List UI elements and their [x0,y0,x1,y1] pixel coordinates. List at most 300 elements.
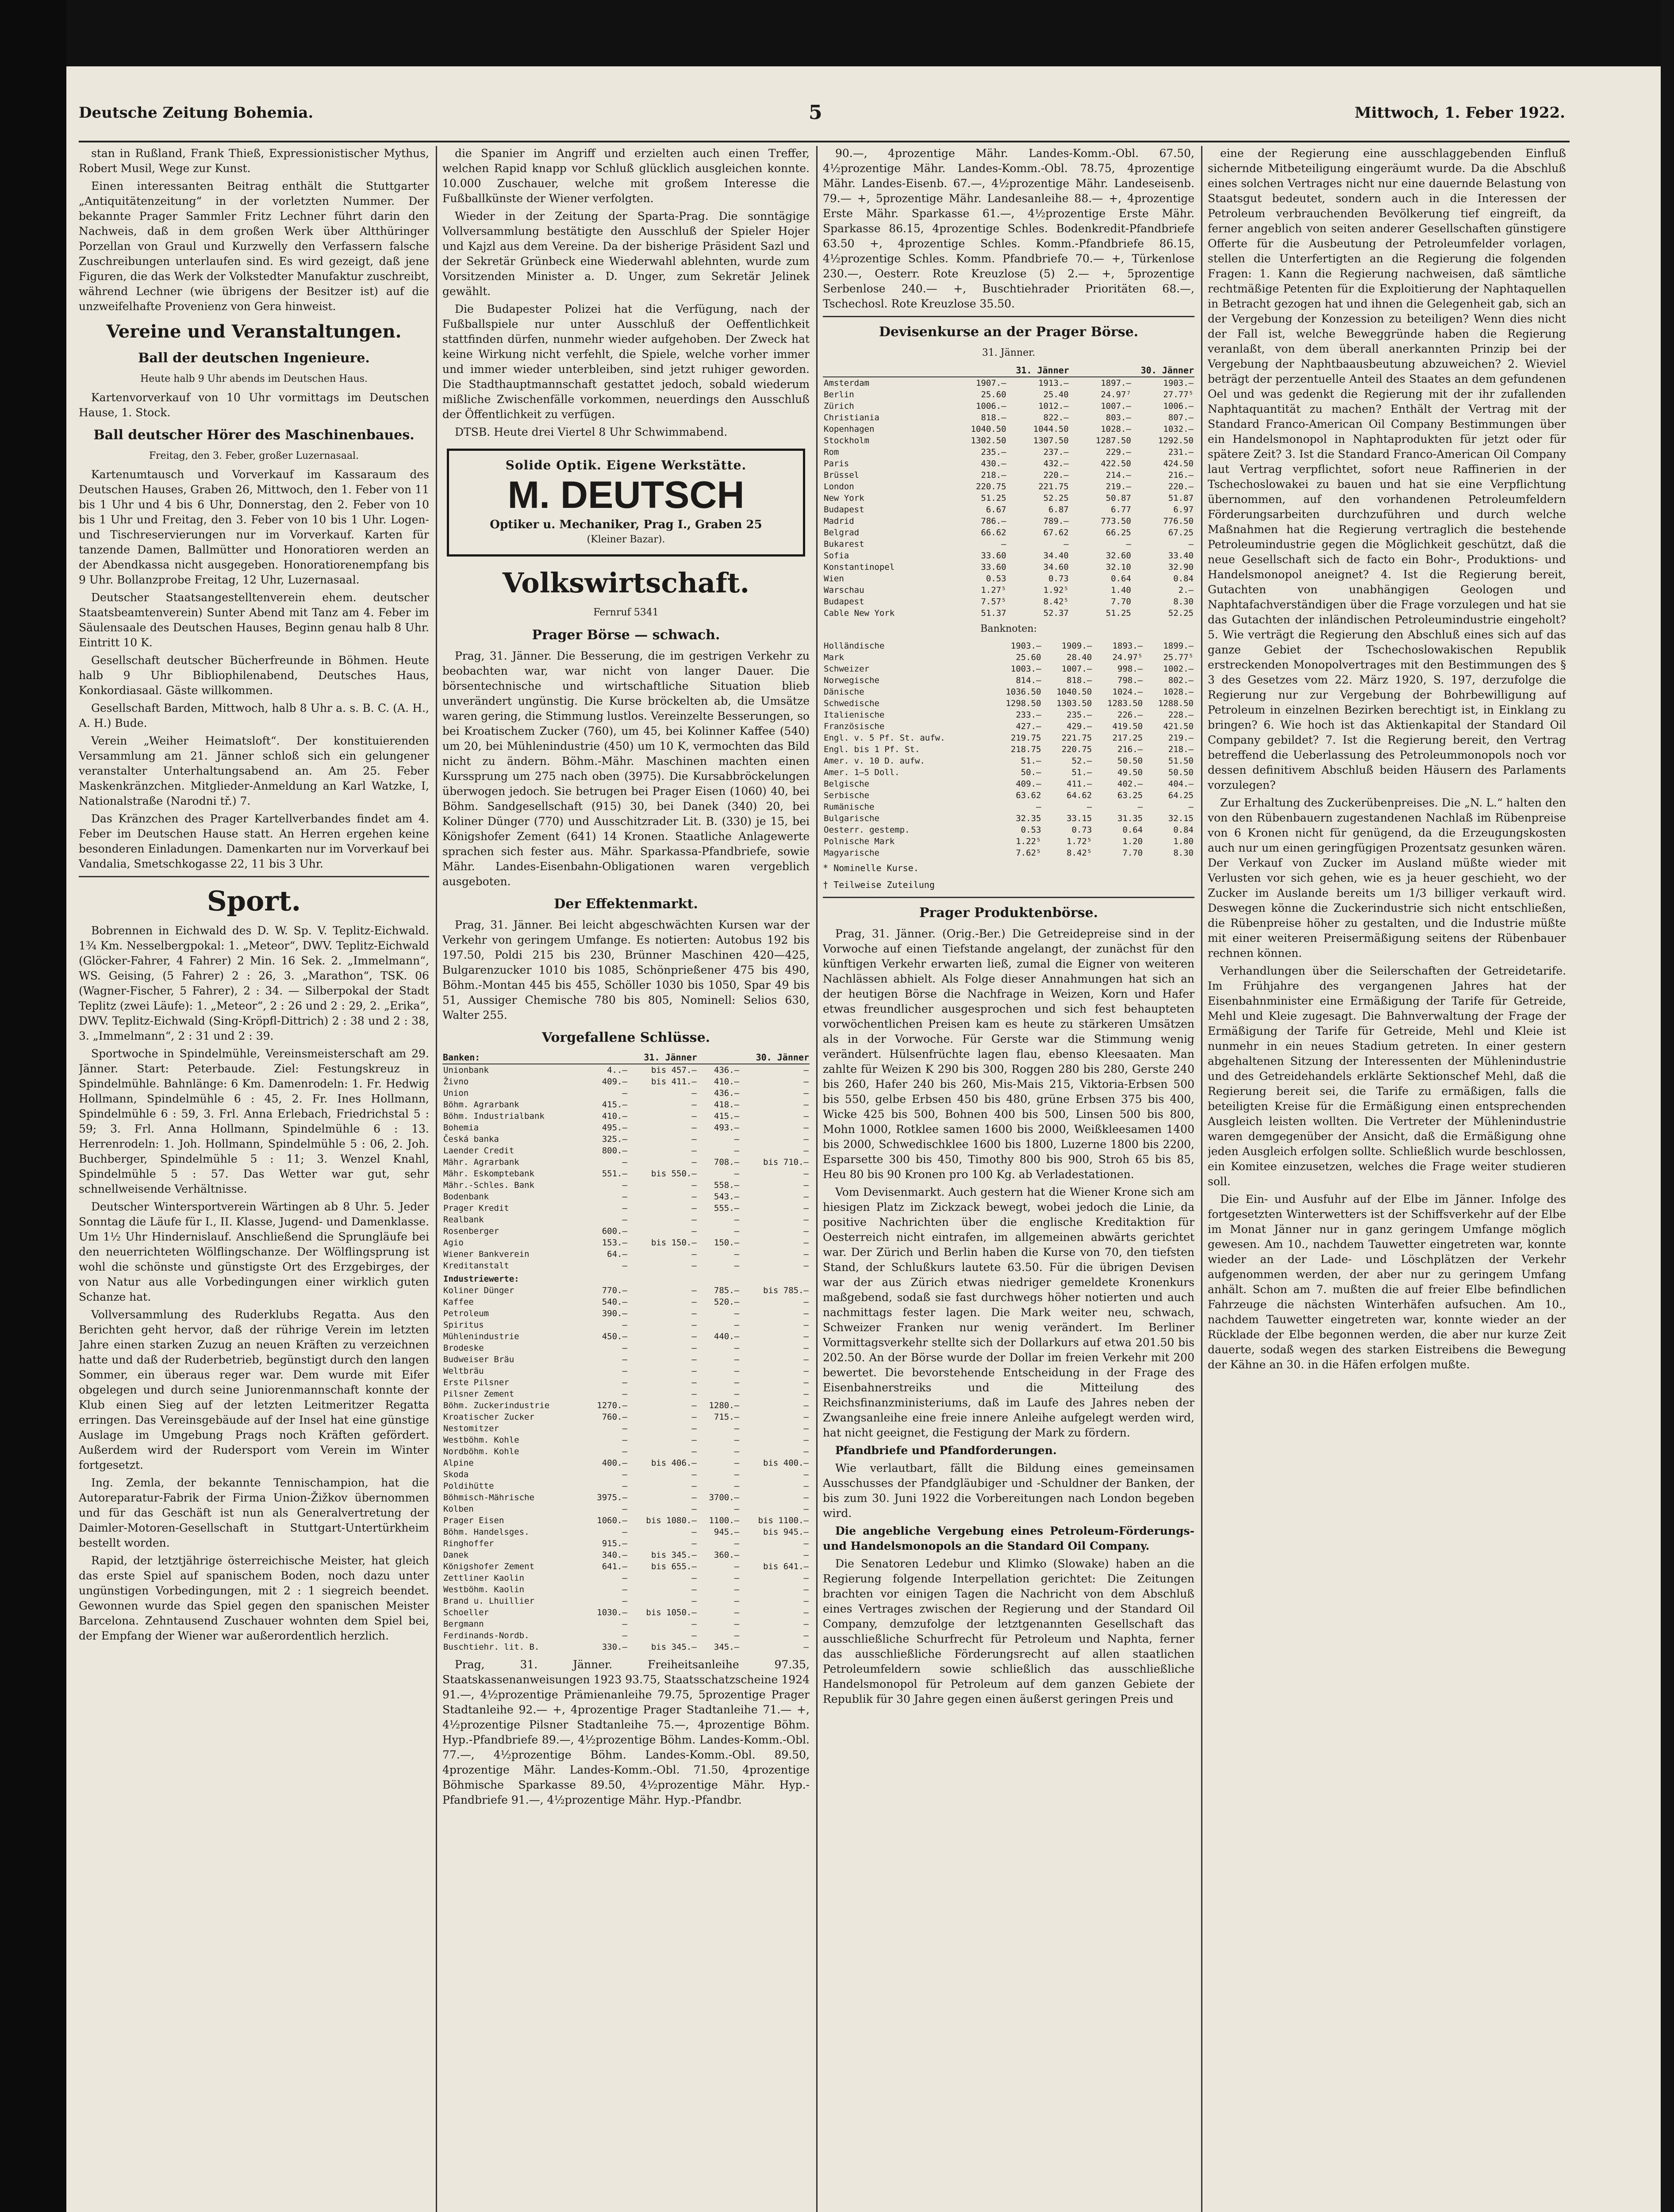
row-label: Westböhm. Kaolin [443,1585,525,1594]
row-label: Böhm. Zuckerindustrie [443,1401,550,1410]
table-cell: — [622,1631,627,1640]
table-cell: — [803,1226,809,1236]
row-label: Budapest [824,597,864,607]
article-heading: Vorgefallene Schlüsse. [541,1030,710,1045]
table-cell: — [803,1447,809,1456]
table-cell: 50.50 [1117,756,1143,766]
article-text: Wie verlautbart, fällt die Bildung eines gemeinsamen Ausschusses der Pfandgläubiger und -Schuldner der Banken, der bis zum 30. Juni 1922 die Vorbereitungen nach London begeben wird. [823,1462,1194,1520]
article-text: Die Ein- und Ausfuhr auf der Elbe im Jänner. Infolge des fortgesetzten Winterwetters ist der Schiffsverkehr auf der Elbe im Monat Jänner nur in ganz geringem Umfange möglich gewesen. Am 10., nachdem Tauwetter eingetreten war, konnte wieder an der Lade- und Löschplätzen der Verkehr aufgenommen werden, der aber nur zu geringem Umfang anhält. Schon am 7. mußten die auf freier Elbe befindlichen Fahrzeuge die nächsten Winterhäfen aufsuchen. Am 10., nachdem Tauwetter eingetreten war, konnte wieder an der Rücklade der Elbe begonnen werden, die aber nur kurze Zeit dauerte, sodaß wegen des starken Eistreibens die Bewegung der Kähne an 30. in die Häfen erfolgen mußte. [1208,1193,1566,1371]
table-cell: — [803,1355,809,1364]
row-label: Agio [443,1238,464,1248]
table-cell: 31.35 [1117,814,1143,823]
table-cell: 228.— [1168,710,1194,720]
table-cell: 25.40 [1043,390,1069,399]
table-cell: — [622,1261,627,1271]
table-cell: 66.62 [981,528,1006,538]
article-text: Zur Erhaltung des Zuckerübenpreises. Die „N. L.“ halten den von den Rübenbauern zugestandenen Nachlaß im Rübenpreise von 6 Kronen nicht für genügend, da die Erzeugungskosten auch nur um einen geringfügigen Prozentsatz gesunken wären. Der Verkauf von Zucker im Ausland müßte wieder mit Verlusten vor sich gehen, wie es ja heuer geschieht, wo der Zucker im Auslande bereits um 1/3 billiger verkauft wird. Deswegen könne die Zuckerindustrie sich nicht entschließen, die Rübenpreise höher zu gestalten, und die Industrie müßte mit einer weiteren Preisermäßigung seitens der Rübenbauer rechnen können. [1208,796,1566,960]
table-cell: — [691,1585,697,1594]
table-row [823,515,1194,527]
stock-table [442,1051,810,1653]
table-cell: 1307.50 [1033,436,1069,445]
table-row [442,1434,810,1446]
table-cell: 51.87 [1168,493,1194,503]
sport-text: Rapid, der letztjährige österreichische Meister, hat gleich das erste Spiel auf spanischem Boden, noch dazu unter ungünstigen Vorbedingungen, mit 2 : 1 siegreich beendet. Gewonnen wurde das Spiel gegen den spanischen Meister Barcelona. Zehntausend Zuschauer wohnten dem Spiel bei, der Empfang der Wiener war außerordentlich herzlich. [79,1554,429,1642]
article-heading: Ball der deutschen Ingenieure. [138,350,370,366]
table-cell: 1903.— [1010,641,1041,651]
row-label: Engl. v. 5 Pf. St. aufw. [824,733,945,743]
table-cell: — [622,1424,627,1433]
table-cell: 1040.50 [971,424,1006,434]
table-row [442,1145,810,1156]
table-cell: — [691,1309,697,1318]
table-cell: 410.— [714,1077,740,1087]
table-cell: 0.53 [1021,825,1041,835]
table-cell: 540.— [602,1297,627,1307]
table-cell: — [691,1343,697,1353]
table-cell: 52.25 [1168,608,1194,618]
sport-text: Sportwoche in Spindelmühle, Vereinsmeisterschaft am 29. Jänner. Start: Peterbaude. Ziel: Festungskreuz in Spindelmühle. Bahnlänge: 6 Km. Damenrodeln: 1. Fr. Hedwig Hollmann, Spindelmühle 6 : 45, 2. Fr. Ines Hollmann, Spindelmühle 6 : 59, 3. Frl. Anna Erlebach, Friedrichstal 5 : 59; 3. Frl. Anna Hollmann, Spindelmühle 6 : 13. Herrenrodeln: 1. Joh. Hollmann, Spindelmühle 5 : 06, 2. Joh. Buchberger, Spindelmühle 5 : 11; 3. Wenzel Knahl, Spindelmühle 5 : 57. Das Wetter war gut, sehr schnellweisende Verhältnisse. [79,1047,429,1195]
table-cell: 429.— [1067,722,1092,731]
row-label: Kreditanstalt [443,1261,509,1271]
article-text: die Spanier im Angriff und erzielten auch einen Treffer, welchen Rapid knapp vor Schluß glücklich ausgleichen konnte. 10.000 Zuschauer, welche mit großem Interesse die Fußballkünste der Wiener verfolgten. [442,147,810,205]
table-row [442,1319,810,1331]
row-label: Königshofer Zement [443,1562,534,1571]
table-cell: — [803,1435,809,1445]
section-heading-volkswirtschaft: Volkswirtschaft. [502,567,750,599]
row-label: Brüssel [824,470,860,480]
table-cell: 1006.— [1163,401,1194,411]
table-cell: — [691,1435,697,1445]
article-text: Einen interessanten Beitrag enthält die Stuttgarter „Antiquitätenzeitung“ in der vorletzten Nummer. Der bekannte Prager Sammler Fritz Lechner führt darin den Nachweis, daß in dem großen Werk über Altthüringer Porzellan von Graul und Kurzwelly den Verfassern falsche Zuschreibungen unterlaufen sind. Es wird gezeigt, daß jene Figuren, die das Werk der Volkstedter Manufaktur zuschreibt, während Lechner (wie übrigens der Besitzer ist) auf die unzweifelhafte Provenienz von Gera hinweist. [79,180,429,313]
table-cell: 51.25 [981,493,1006,503]
table-row [442,1271,810,1285]
row-label: Bohemia [443,1123,479,1133]
table-row [823,778,1194,790]
table-cell: — [691,1261,697,1271]
table-cell: 1280.— [709,1401,740,1410]
table-row [442,1365,810,1377]
column-divider [1201,146,1202,2212]
table-cell: 2.— [1178,585,1194,595]
row-label: Französische [824,722,885,731]
table-cell: — [622,1573,627,1583]
article-text: Vom Devisenmarkt. Auch gestern hat die Wiener Krone sich am hiesigen Platz im Zickzack bewegt, wobei jedoch die Linie, da positive Nachrichten über die englische Kreditaktion für Oesterreich nicht eintrafen, im allgemeinen abwärts gerichtet war. Der Zürich und Berlin haben die Kurse von 70, den tiefsten Stand, der Schlußkurs lautete 63.50. Für die übrigen Devisen war der aus Zürich etwas niedriger gemeldete Kronenkurs maßgebend, sodaß sie fast durchwegs höher notierten und auch nachmittags fester lagen. Die Mark weiter neu, schwach, Schweizer Franken nur wenig verändert. Im Berliner Vormittagsverkehr stellte sich der Dollarkurs auf etwa 201.50 bis 202.50. An der Börse wurde der Dollar im freien Verkehr mit 200 bewertet. Die bevorstehende Entscheidung in der Frage des Eisenbahnerstreiks und die Mitteilung des Reichsfinanzministeriums, daß im Laufe des Jahres neben der Zwangsanleihe eine freie innere Anleihe aufgelegt werden wird, hat nicht geeignet, die Festigung der Mark zu fördern. [823,1186,1194,1439]
notice-text: Gesellschaft Barden, Mittwoch, halb 8 Uhr a. s. B. C. (A. H., A. H.) Bude. [79,702,429,730]
table-row [442,1308,810,1319]
row-label: Wien [824,574,844,584]
article-text: Verhandlungen über die Seilerschaften der Getreidetarife. Im Frühjahre des vergangenen Jahres hat der Eisenbahnminister eine Ermäßigung der Tarife für Getreide, Mehl und Kleie zugesagt. Die Bahnverwaltung der Frage der Ermäßigung der Tarife für Getreide, Mehl und Kleie ist nunmehr in ein neues Stadium getreten. In einer gestern abgehaltenen Sitzung der Interessenten der Mühlenindustrie und des Getreidehandels erklärte Sektionschef Mehl, daß die Regierung bereit sei, die Tarife zu ermäßigen, falls die beteiligten Kreise für die Ermäßigung einen entsprechenden Ausgleich leisten wollten. Die Vertreter der Mühlenindustrie waren demgegenüber der Ansicht, daß die Ermäßigung ohne jeden Ausgleich erfolgen sollte. Schließlich wurde beschlossen, ein Komitee einzusetzen, welches die Frage weiter studieren soll. [1208,964,1566,1188]
row-label: Laender Credit [443,1146,514,1156]
table-cell: — [691,1215,697,1225]
table-cell: — [691,1366,697,1376]
row-label: Nestomitzer [443,1424,499,1433]
table-cell: — [734,1355,740,1364]
row-label: Union [443,1088,469,1098]
row-label: Westböhm. Kohle [443,1435,519,1445]
table-cell: — [734,1447,740,1456]
article-text: Kartenumtausch und Vorverkauf im Kassaraum des Deutschen Hauses, Graben 26, Mittwoch, den 1. Feber von 11 bis 1 Uhr und 4 bis 6 Uhr, Donnerstag, den 2. Feber von 10 bis 1 Uhr und Freitag, den 3. Feber von 10 bis 1 Uhr. Logen- und Tischreservierungen nur im Vorverkauf. Karten für tanzende Damen, Ballmütter und Honoratioren werden an der Abendkassa nicht ausgegeben. Honoratiorenempfang bis 9 Uhr. Bollanzprobe Freitag, 12 Uhr, Luzernasaal. [79,468,429,586]
row-label: Bulgarische [824,814,879,823]
table-cell: 24.97⁵ [1112,653,1143,662]
table-cell: 1897.— [1101,378,1131,388]
row-label: Prager Eisen [443,1516,504,1525]
table-cell: 220.— [1043,470,1069,480]
table-cell: — [734,1378,740,1387]
table-cell: — [622,1180,627,1190]
table-cell: — [691,1470,697,1479]
table-cell: 25.60 [1016,653,1041,662]
table-cell: 998.— [1117,664,1143,674]
table-cell: 415.— [714,1111,740,1121]
table-cell: 0.84 [1173,574,1194,584]
table-cell: — [803,1215,809,1225]
table-cell: bis 150.— [651,1238,697,1248]
table-cell: — [1001,539,1006,549]
row-label: Serbische [824,791,869,800]
table-cell: 1036.50 [1006,687,1041,697]
table-cell: 8.42⁵ [1043,597,1069,607]
table-cell: — [691,1088,697,1098]
article-heading-inline: Die angebliche Vergebung eines Petroleum-Förderungs- und Handelsmonopols an die Standard Oil Company. [823,1525,1194,1552]
column-1 [79,146,429,2212]
table-row [823,836,1194,847]
table-cell: 409.— [1016,779,1041,789]
row-label: Mähr. Agrarbank [443,1157,519,1167]
table-cell: 8.30 [1173,597,1194,607]
table-cell: 450.— [602,1332,627,1341]
table-cell: 773.50 [1101,516,1131,526]
table-cell: 493.— [714,1123,740,1133]
table-cell: — [691,1424,697,1433]
table-cell: — [622,1504,627,1514]
table-cell: — [734,1458,740,1468]
table-cell: 814.— [1016,676,1041,685]
article-text: Wieder in der Zeitung der Sparta-Prag. Die sonntägige Vollversammlung bestätigte den Ausschluß der Spieler Hojer und Kajzl aus dem Vereine. Da der bisherige Präsident Sazl und der Sekretär Grünbeck eine Wiederwahl ablehnten, wurde zum Vorsitzenden Minister a. D. Unger, zum Sekretär Jelinek gewählt. [442,210,810,298]
row-label: Ringhoffer [443,1539,494,1548]
row-label: Warschau [824,585,864,595]
table-cell: 50.50 [1168,768,1194,777]
table-header: 30. Jänner [698,1051,810,1064]
table-cell: — [803,1261,809,1271]
table-row [442,1331,810,1342]
table-cell [698,1271,740,1285]
table-cell: — [1087,802,1092,812]
row-label: Koliner Dünger [443,1286,514,1295]
table-cell: 404.— [1168,779,1194,789]
table-cell: 218.— [981,470,1006,480]
table-cell: — [803,1470,809,1479]
table-cell: — [622,1470,627,1479]
row-label: Belgische [824,779,869,789]
table-row [823,550,1194,561]
table-cell: — [803,1077,809,1087]
table-cell: 1007.— [1101,401,1131,411]
table-cell: 421.50 [1163,722,1194,731]
row-label: Brodeske [443,1343,484,1353]
table-cell: — [734,1562,740,1571]
table-row [442,1492,810,1503]
table-cell: 218.— [1168,745,1194,754]
row-label: Prager Kredit [443,1203,509,1213]
table-cell: 1044.50 [1033,424,1069,434]
table-row [442,1480,810,1492]
table-row [823,446,1194,458]
table-cell: 219.— [1168,733,1194,743]
table-cell: 422.50 [1101,459,1131,469]
article-text: Prag, 31. Jänner. (Orig.-Ber.) Die Getreidepreise sind in der Vorwoche auf einen Tiefstande angelangt, der zunächst für den künftigen Verkehr erwarten ließ, zumal die Eigner von weiteren Nachlässen abhielt. Als Folge dieser Annahmungen hat sich an der heutigen Börse die Nachfrage in Weizen, Korn und Hafer etwas freundlicher ausgesprochen und sich fest behaupteten vorwöchentlichen Preisen kam es heute zu stärkeren Umsätzen als in der Vorwoche. Für Gerste war die Stimmung wenig verändert. Hülsenfrüchte lagen flau, ebenso Kleesaaten. Man zahlte für Weizen K 290 bis 300, Roggen 280 bis 280, Gerste 240 bis 260, Hafer 240 bis 260, Mis-Mais 215, Viktoria-Erbsen 500 bis 550, gelbe Erbsen 450 bis 480, grüne Erbsen 375 bis 400, Wicke 425 bis 500, Bohnen 400 bis 500, Linsen 500 bis 800, Mohn 1000, Rotklee samen 1600 bis 2000, Weißkleesamen 1400 bis 2000, Schwedischklee 1600 bis 1800, Luzerne 1800 bis 2200, Esparsette 300 bis 450, Timothy 800 bis 900, Stroh 65 bis 85, Heu 80 bis 90 Kronen pro 100 Kg. ab Verladestationen. [823,927,1194,1181]
table-cell: 330.— [602,1642,627,1652]
table-cell: — [803,1180,809,1190]
table-cell: 0.64 [1111,574,1131,584]
table-cell: — [622,1447,627,1456]
table-header: Banken: [442,1051,586,1064]
table-row [442,1400,810,1411]
table-cell: — [1126,539,1131,549]
ad-line: (Kleiner Bazar). [587,534,665,545]
notice-text: Gesellschaft deutscher Bücherfreunde in Böhmen. Heute halb 9 Uhr Bibliophilenabend, Deutsches Haus, Konkordiasaal. Gäste willkommen. [79,654,429,697]
row-label: Mark [824,653,844,662]
table-cell: — [734,1596,740,1606]
table-row [823,698,1194,709]
table-cell [586,1271,628,1285]
table-cell: 1024.— [1112,687,1143,697]
table-cell: 1903.— [1163,378,1194,388]
table-cell: 818.— [981,413,1006,422]
table-row [442,1099,810,1110]
table-cell: 1.22⁵ [1016,837,1041,846]
row-label: Amsterdam [824,378,869,388]
table-row [823,767,1194,778]
table-row [442,1584,810,1595]
row-label: Nordböhm. Kohle [443,1447,519,1456]
table-cell: 67.62 [1043,528,1069,538]
table-cell: — [803,1343,809,1353]
table-row [823,469,1194,481]
table-cell: bis 1100.— [758,1516,809,1525]
ad-brand: M. DEUTSCH [507,474,745,516]
row-label: Poldihütte [443,1481,494,1491]
table-cell: — [803,1249,809,1259]
table-cell: 67.25 [1168,528,1194,538]
table-cell: 150.— [714,1238,740,1248]
table-cell: 1.27⁵ [981,585,1006,595]
row-label: Wiener Bankverein [443,1249,530,1259]
table-row [442,1122,810,1133]
column-4 [1208,146,1566,2212]
table-cell: — [803,1481,809,1491]
section-rule [79,876,429,877]
table-row [442,1179,810,1191]
sport-text: Deutscher Wintersportverein Wärtingen ab 8 Uhr. 5. Jeder Sonntag die Läufe für I., II. Klasse, Jugend- und Damenklasse. Um 1½ Uhr Hindernislauf. Anschließend die Sprungläufe bei den neuerrichteten Wölflingschanze. Der Wölflingsprung ist wohl die schönste und günstigste Ort des Erzgebirges, der von Natur aus alle Vorbedingungen einer wirklich guten Schanze hat. [79,1200,429,1303]
column-3 [823,146,1194,2212]
row-label: Paris [824,459,849,469]
table-cell: 51.— [1071,768,1092,777]
article-text: Prag, 31. Jänner. Freiheitsanleihe 97.35, Staatskassenanweisungen 1923 93.75, Staatsschatzscheine 1924 91.—, 4½prozentige Prämienanleihe 79.75, 5prozentige Prager Stadtanleihe 92.— +, 4prozentige Prager Stadtanleihe 71.— +, 4½prozentige Pilsner Stadtanleihe 75.—, 4prozentige Böhm. Hyp.-Pfandbriefe 89.—, 4½prozentige Böhm. Landes-Komm.-Obl. 77.—, 4½prozentige Böhm. Landes-Komm.-Obl. 89.50, 4prozentige Mähr. Landes-Komm.-Obl. 71.50, 4prozentige Böhmische Sparkasse 89.50, 4½prozentige Mähr. Hyp.-Pfandbriefe 91.—, 4½prozentige Mähr. Hyp.-Pfandbr. [442,1658,810,1806]
table-cell: bis 785.— [763,1286,809,1295]
table-cell: 6.97 [1173,505,1194,515]
table-cell: — [691,1134,697,1144]
table-cell: 0.64 [1122,825,1143,835]
row-label: Amer. v. 10 D. aufw. [824,756,925,766]
article-text: 90.—, 4prozentige Mähr. Landes-Komm.-Obl. 67.50, 4½prozentige Mähr. Landes-Komm.-Obl. 78.75, 4prozentige Mähr. Landes-Eisenb. 67.—, 4½prozentige Mähr. Landeseisenb. 79.— +, 5prozentige Mähr. Landesanleihe 88.— +, 4prozentige Erste Mähr. Sparkasse 61.—, 4½prozentige Erste Mähr. Sparkasse 86.15, 4prozentige Schles. Bodenkredit-Pfandbriefe 63.50 +, 4prozentige Schles. Komm.-Pfandbriefe 86.15, 4½prozentige Schles. Komm. Pfandbriefe 70.— +, Türkenlose 230.—, Oesterr. Rote Kreuzlose (5) 2.— +, 5prozentige Serbenlose 240.— +, Buschtiehrader Prioritäten 68.—, Tschechosl. Rote Kreuzlose 35.50. [823,147,1194,310]
table-cell: 64.62 [1067,791,1092,800]
table-cell: 220.75 [975,482,1006,492]
table-cell: — [691,1111,697,1121]
table-cell: — [691,1539,697,1548]
scan-border-top [0,0,1674,66]
table-cell: — [803,1389,809,1399]
table-cell [628,1271,698,1285]
table-cell: — [734,1249,740,1259]
table-cell: — [734,1366,740,1376]
table-cell: — [734,1320,740,1330]
scan-border-right [1661,0,1674,2212]
page-header [79,101,1565,131]
table-cell: — [803,1320,809,1330]
row-label: Budweiser Bräu [443,1355,514,1364]
table-cell: 32.15 [1168,814,1194,823]
table-cell: 1040.50 [1056,687,1092,697]
row-label: Bukarest [824,539,864,549]
table-cell: — [803,1238,809,1248]
article-text: stan in Rußland, Frank Thieß, Expressionistischer Mythus, Robert Musil, Wege zur Kunst. [79,147,429,175]
table-cell: 1028.— [1101,424,1131,434]
table-cell: — [803,1111,809,1121]
newspaper-title: Deutsche Zeitung Bohemia. [79,104,314,122]
table-cell: 340.— [602,1550,627,1560]
article-subheading: Freitag, den 3. Feber, großer Luzernasaal. [149,450,359,461]
table-cell: — [803,1493,809,1502]
table-cell: — [803,1309,809,1318]
table-cell: — [734,1261,740,1271]
table-cell: 424.50 [1163,459,1194,469]
table-cell: 4..— [607,1065,627,1075]
table-cell: bis 1050.— [646,1608,697,1617]
table-cell: 33.60 [981,551,1006,561]
row-label: Belgrad [824,528,860,538]
table-header: 31. Jänner [945,364,1070,377]
table-footnote: † Teilweise Zuteilung [823,879,935,890]
table-cell: 1012.— [1038,401,1069,411]
table-cell: 1283.50 [1107,699,1143,708]
table-cell: bis 710.— [763,1157,809,1167]
row-label: Živno [443,1077,469,1087]
table-row [442,1214,810,1225]
table-cell: 32.10 [1106,562,1131,572]
table-cell: — [803,1088,809,1098]
table-cell: — [691,1100,697,1110]
row-label: Schweizer [824,664,869,674]
table-cell: — [691,1146,697,1156]
table-cell: 436.— [714,1088,740,1098]
table-cell: 415.— [602,1100,627,1110]
table-cell: 51.50 [1168,756,1194,766]
table-cell: bis 345.— [651,1642,697,1652]
table-cell: — [691,1401,697,1410]
section-heading-vereine: Vereine und Veranstaltungen. [106,321,402,342]
table-row [442,1191,810,1202]
table-cell: 786.— [981,516,1006,526]
table-row [442,1630,810,1641]
table-cell: — [734,1481,740,1491]
table-row [823,663,1194,675]
table-cell: — [691,1493,697,1502]
table-cell: 51.25 [1106,608,1131,618]
table-cell: 1287.50 [1095,436,1131,445]
article-text: Die Budapester Polizei hat die Verfügung, nach der Fußballspiele nur unter Ausschluß der Oeffentlichkeit stattfinden dürfen, nunmehr wieder aufgehoben. Der Zweck hat keine Wirkung nicht verfehlt, die Spiele, welche vorher immer und immer wieder unterbleiben, sind jetzt ruhiger geworden. Die Stadthauptmannschaft gestattet jedoch, sobald wiederum mißliche Zwischenfälle vorkommen, neuerdings den Ausschluß der Öffentlichkeit zu verfügen. [442,303,810,421]
table-cell: — [734,1619,740,1629]
table-cell: 402.— [1117,779,1143,789]
row-label: Zürich [824,401,854,411]
table-cell: 25.77⁵ [1163,653,1194,662]
table-row [442,1296,810,1308]
table-row [442,1457,810,1469]
table-row [823,824,1194,836]
table-cell: 1.72⁵ [1067,837,1092,846]
table-cell: — [622,1215,627,1225]
table-cell: — [1188,539,1194,549]
row-label: Mähr. Eskomptebank [443,1169,534,1179]
table-date: 31. Jänner. [982,347,1036,358]
row-label: Erste Pilsner [443,1378,509,1387]
table-cell: — [734,1309,740,1318]
table-cell: 218.75 [1010,745,1041,754]
table-row [823,584,1194,596]
row-label: Rom [824,447,839,457]
table-cell: bis 1080.— [646,1516,697,1525]
table-cell: 34.60 [1043,562,1069,572]
sport-text: Vollversammlung des Ruderklubs Regatta. Aus den Berichten geht hervor, daß der rührige Verein im letzten Jahre einen starken Zuzug an neuen Kräften zu verzeichnen hatte und daß der Ruderbetrieb, begünstigt durch den langen Sommer, ein überaus reger war. Dem wurde mit Eifer obgelegen und durch seine Juniorenmannschaft konnte der Klub einen Sieg auf der letzten Leitmeritzer Regatta erringen. Das Vereinsgebäude auf der Insel hat eine günstige Auslage im Umgebung Prags noch Kräften gefördert. Außerdem wird der Rudersport vom Verein im Winter fortgesetzt. [79,1308,429,1471]
table-row [442,1572,810,1584]
article-text: DTSB. Heute drei Viertel 8 Uhr Schwimmabend. [455,426,728,438]
table-cell: 7.62⁵ [1016,848,1041,858]
article-heading: Devisenkurse an der Prager Börse. [879,324,1139,340]
row-label: Kroatischer Zucker [443,1412,534,1422]
table-cell: 1893.— [1112,641,1143,651]
table-row [823,709,1194,721]
table-cell: — [691,1527,697,1537]
table-cell: 51.37 [981,608,1006,618]
table-cell: — [734,1169,740,1179]
row-label: Realbank [443,1215,484,1225]
table-cell: 235.— [1067,710,1092,720]
table-cell: — [622,1378,627,1387]
phone-number: Fernruf 5341 [593,607,659,618]
row-label: New York [824,493,864,503]
table-cell: 520.— [714,1297,740,1307]
table-cell: 1006.— [975,401,1006,411]
table-cell: 33.40 [1168,551,1194,561]
table-cell: — [734,1470,740,1479]
table-cell: 822.— [1043,413,1069,422]
table-cell: 345.— [714,1642,740,1652]
table-cell: — [1188,802,1194,812]
table-row [442,1342,810,1354]
table-cell: 1302.50 [971,436,1006,445]
row-label: Alpine [443,1458,474,1468]
table-cell: 25.60 [981,390,1006,399]
table-cell: 50.— [1021,768,1041,777]
table-cell: 915.— [602,1539,627,1548]
table-row [823,527,1194,538]
table-cell: 945.— [714,1527,740,1537]
table-cell: — [622,1157,627,1167]
table-cell: 220.75 [1061,745,1092,754]
row-label: Danek [443,1550,469,1560]
table-cell: 419.50 [1112,722,1143,731]
table-cell: 1100.— [709,1516,740,1525]
table-cell: 6.67 [986,505,1006,515]
